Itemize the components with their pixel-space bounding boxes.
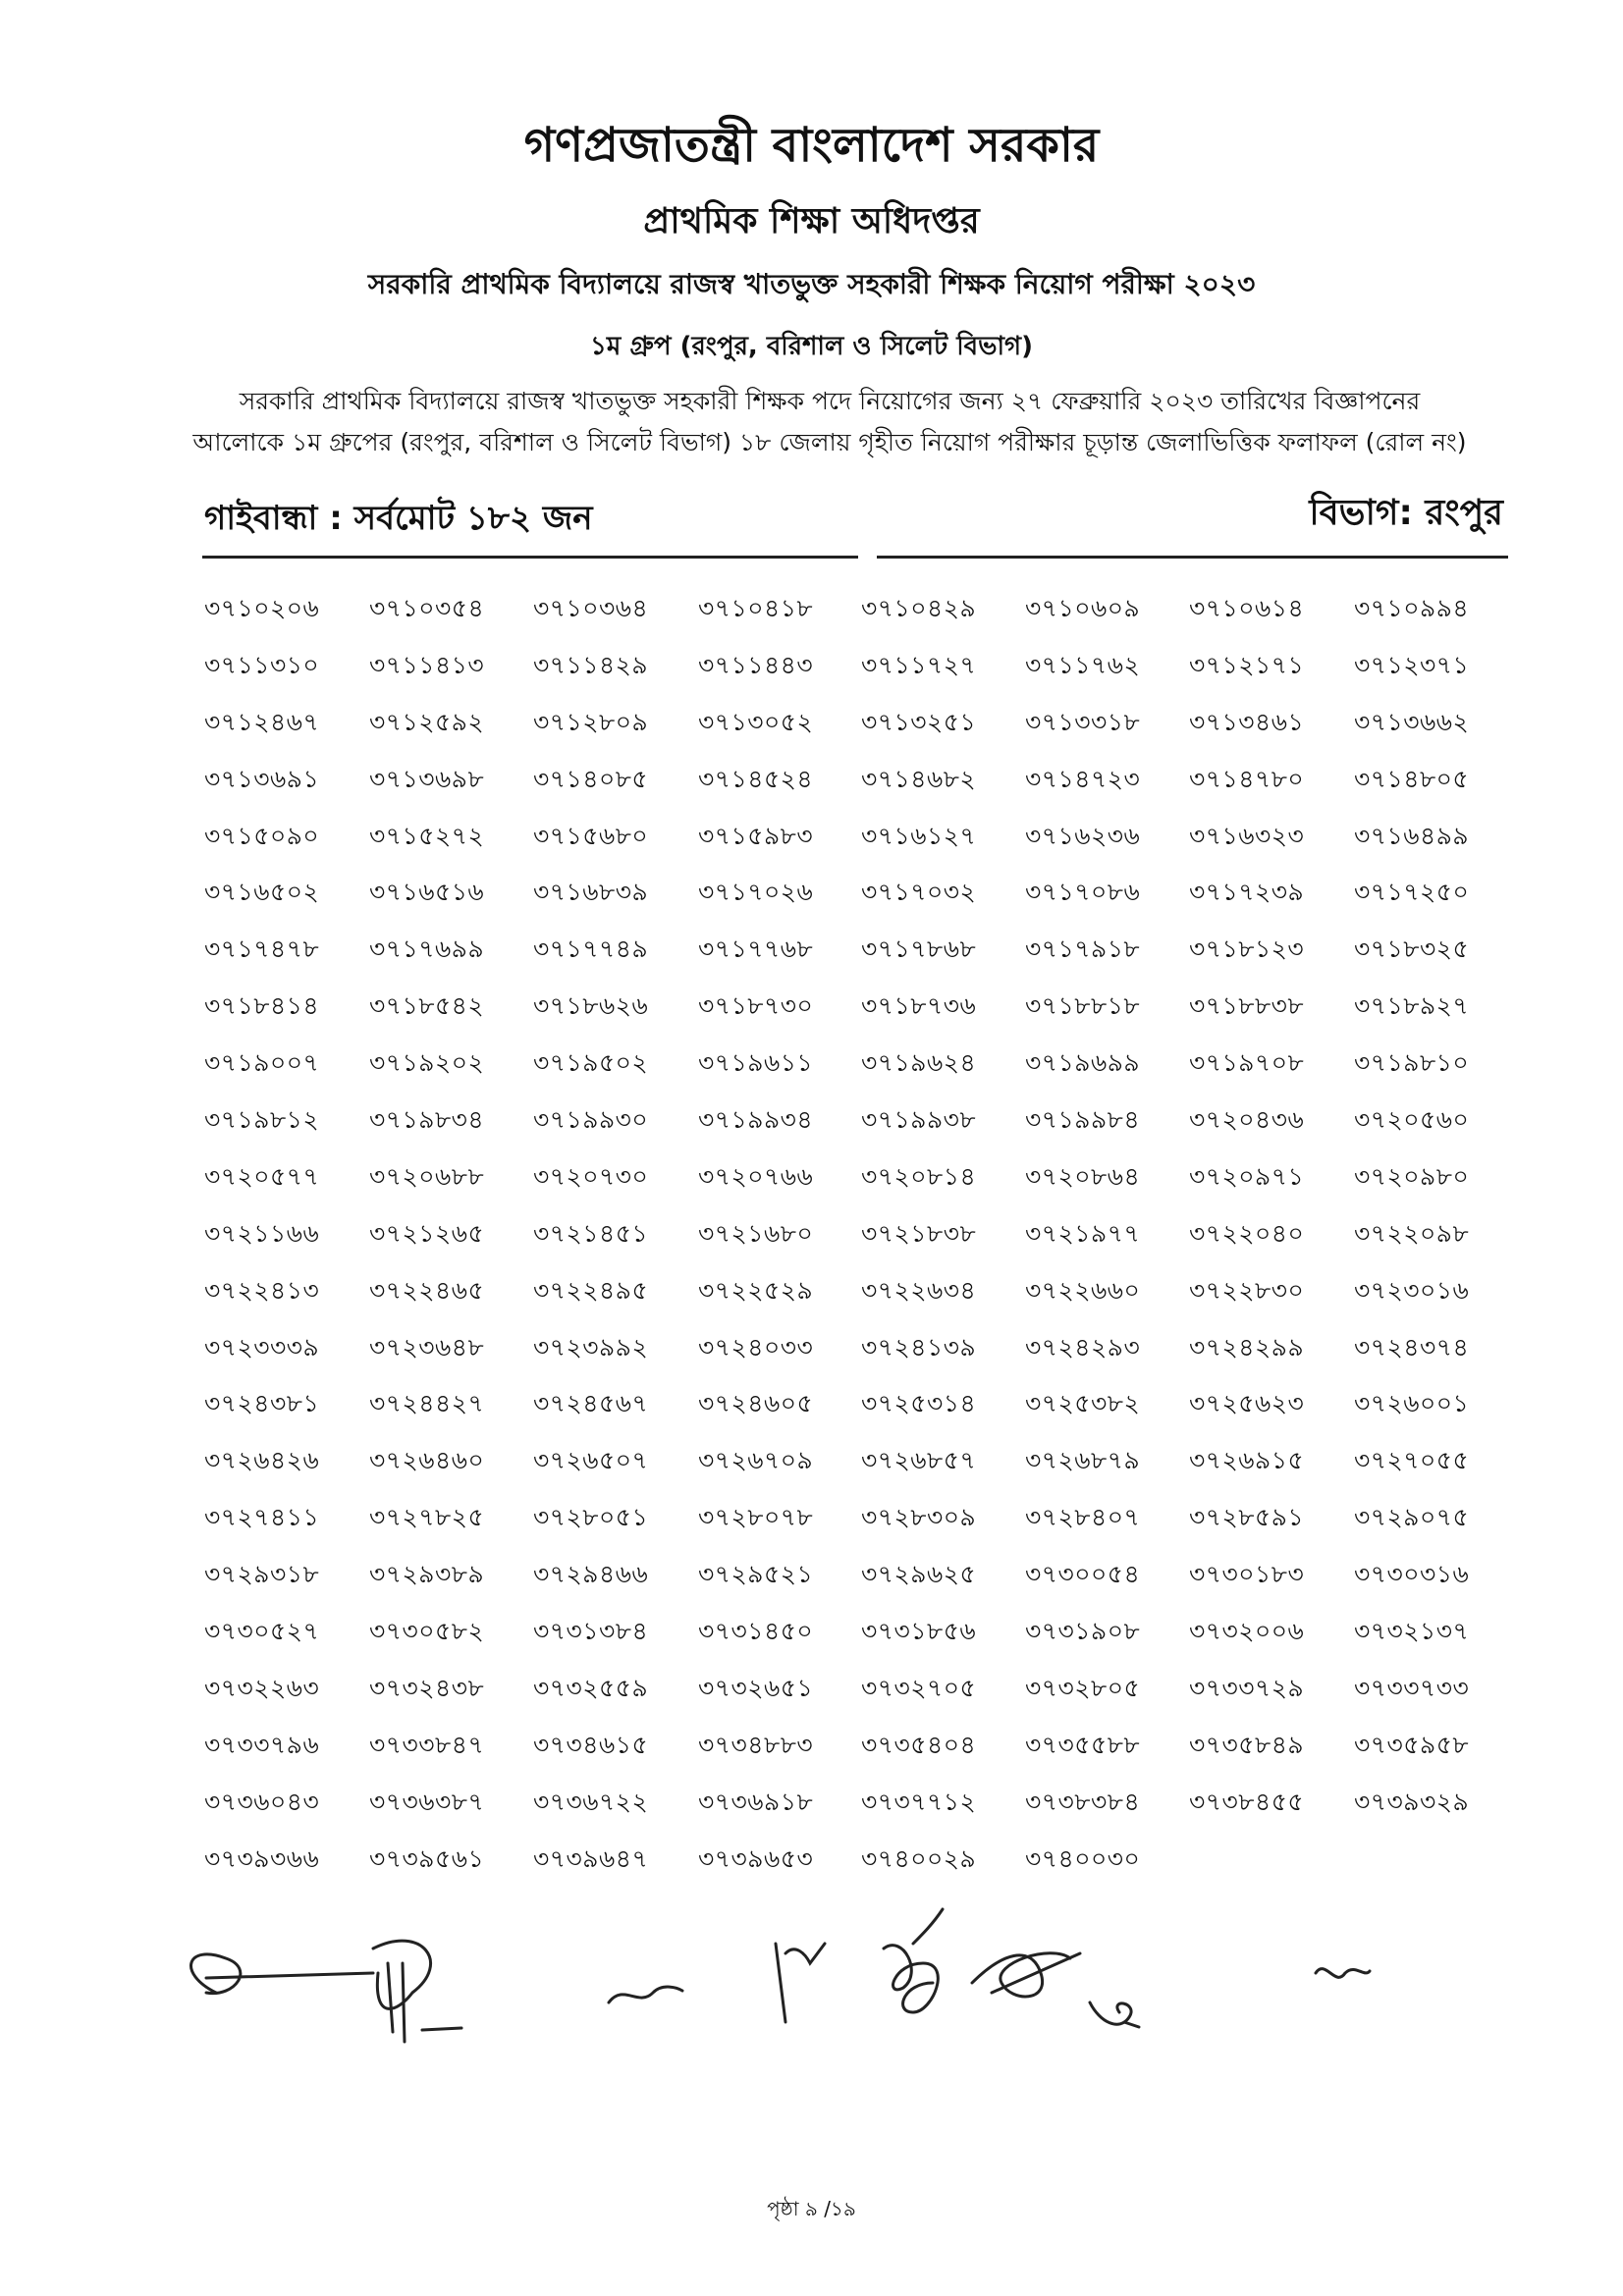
roll-number: ৩৭২২০৯৮	[1354, 1218, 1470, 1248]
roll-row	[204, 1214, 1520, 1271]
roll-number: ৩৭২৪৩৮১	[204, 1389, 320, 1418]
roll-number: ৩৭১৭৯১৮	[1025, 934, 1141, 964]
roll-row	[204, 589, 1520, 646]
signatures	[147, 1904, 1522, 2052]
roll-number: ৩৭৩০০৫৪	[1025, 1560, 1141, 1589]
roll-number: ৩৭৩২৮০৫	[1025, 1673, 1141, 1702]
division-label: বিভাগ: রংপুর	[1309, 493, 1503, 533]
roll-number: ৩৭৪০০৩০	[1025, 1843, 1141, 1873]
roll-number: ৩৭২৬৯১৫	[1189, 1446, 1305, 1475]
roll-number: ৩৭২০৯৭১	[1189, 1161, 1305, 1191]
roll-number: ৩৭৩১৯০৮	[1025, 1617, 1141, 1646]
roll-number: ৩৭১০৯৯৪	[1354, 594, 1470, 622]
roll-number: ৩৭১৬৫০২	[204, 878, 320, 907]
roll-number: ৩৭২১৮৩৮	[861, 1218, 977, 1248]
roll-number: ৩৭১০৪১৮	[698, 594, 814, 622]
roll-number: ৩৭৪০০২৯	[861, 1843, 977, 1873]
roll-number: ৩৭২৪৫৬৭	[533, 1389, 649, 1418]
page-number: পৃষ্ঠা ৯ /১৯	[767, 2197, 856, 2220]
roll-number: ৩৭৩৬০৪৩	[204, 1787, 320, 1816]
roll-number: ৩৭২৩০১৬	[1354, 1275, 1470, 1305]
roll-number: ৩৭৩৪৬১৫	[533, 1730, 649, 1759]
roll-number: ৩৭১৮৯২৭	[1354, 991, 1470, 1021]
roll-number: ৩৭২১২৬৫	[369, 1218, 485, 1248]
roll-number: ৩৭৩২৪৩৮	[369, 1673, 485, 1702]
roll-row	[204, 1612, 1520, 1669]
roll-row	[204, 1555, 1520, 1612]
roll-number: ৩৭১৮৪১৪	[204, 991, 320, 1021]
roll-number: ৩৭১০৩৬৪	[533, 594, 649, 622]
roll-number: ৩৭২১৯৭৭	[1025, 1218, 1141, 1248]
roll-number: ৩৭৩৩৭৯৬	[204, 1730, 320, 1759]
roll-number: ৩৭৩১৪৫০	[698, 1617, 814, 1646]
roll-number: ৩৭৩০৫২৭	[204, 1617, 320, 1646]
district-total: গাইবান্ধা : সর্বমোট ১৮২ জন	[204, 499, 593, 538]
roll-number: ৩৭১৯৭০৮	[1189, 1048, 1305, 1078]
roll-number: ৩৭২৭৮২৫	[369, 1503, 485, 1532]
roll-number: ৩৭২২৫২৯	[698, 1275, 814, 1305]
roll-number: ৩৭১৯৫০২	[533, 1048, 649, 1078]
roll-number: ৩৭১৯৬৯৯	[1025, 1048, 1141, 1078]
roll-number: ৩৭৩৯৩২৯	[1354, 1787, 1470, 1816]
roll-number: ৩৭১৭৪৭৮	[204, 934, 320, 964]
roll-number: ৩৭১৪৫২৪	[698, 764, 814, 793]
roll-number: ৩৭২০৫৬০	[1354, 1105, 1470, 1135]
roll-number: ৩৭১৭৭৬৮	[698, 934, 814, 964]
roll-number: ৩৭১৭০৮৬	[1025, 878, 1141, 907]
roll-row	[204, 873, 1520, 930]
roll-number: ৩৭১৯৮১২	[204, 1105, 320, 1135]
roll-number: ৩৭১১৪২৯	[533, 650, 649, 679]
roll-number: ৩৭১৮৮৩৮	[1189, 991, 1305, 1021]
roll-number: ৩৭৩৬৭২২	[533, 1787, 649, 1816]
roll-number: ৩৭৩৪৮৮৩	[698, 1730, 814, 1759]
divider-left	[202, 556, 858, 559]
roll-number: ৩৭১৭২৩৯	[1189, 878, 1305, 907]
roll-number: ৩৭১৩৪৬১	[1189, 707, 1305, 736]
roll-number: ৩৭২৮৪০৭	[1025, 1503, 1141, 1532]
exam-title: সরকারি প্রাথমিক বিদ্যালয়ে রাজস্ব খাতভুক্ত সহকারী শিক্ষক নিয়োগ পরীক্ষা ২০২৩	[367, 268, 1256, 300]
roll-row	[204, 1328, 1520, 1385]
roll-number: ৩৭২০৯৮০	[1354, 1161, 1470, 1191]
roll-number: ৩৭২৭০৫৫	[1354, 1446, 1470, 1475]
roll-row	[204, 1783, 1520, 1840]
directorate-title: প্রাথমিক শিক্ষা অধিদপ্তর	[643, 201, 980, 241]
roll-number: ৩৭২৯৪৬৬	[533, 1560, 649, 1589]
roll-row	[204, 703, 1520, 760]
roll-row	[204, 1043, 1520, 1100]
roll-number: ৩৭১৬৫১৬	[369, 878, 485, 907]
roll-number: ৩৭৩২৭০৫	[861, 1673, 977, 1702]
roll-number: ৩৭২১৬৮০	[698, 1218, 814, 1248]
roll-number: ৩৭১০৪২৯	[861, 594, 977, 622]
roll-number: ৩৭১২৫৯২	[369, 707, 485, 736]
roll-row	[204, 987, 1520, 1043]
notice-line-1: সরকারি প্রাথমিক বিদ্যালয়ে রাজস্ব খাতভুক্ত সহকারী শিক্ষক পদে নিয়োগের জন্য ২৭ ফেব্রুয়ারি ২০২৩ তারিখের বিজ্ঞাপনের	[239, 387, 1421, 415]
roll-number: ৩৭১৪০৮৫	[533, 764, 649, 793]
roll-number: ৩৭৩২১৩৭	[1354, 1617, 1470, 1646]
roll-number: ৩৭৩৯৬৪৭	[533, 1843, 649, 1873]
roll-number: ৩৭৩২০০৬	[1189, 1617, 1305, 1646]
roll-number: ৩৭১৮৮১৮	[1025, 991, 1141, 1021]
roll-number: ৩৭১৬২৩৬	[1025, 821, 1141, 850]
roll-number: ৩৭১৮১২৩	[1189, 934, 1305, 964]
group-title: ১ম গ্রুপ (রংপুর, বরিশাল ও সিলেট বিভাগ)	[590, 332, 1033, 361]
roll-number: ৩৭১৯৬১১	[698, 1048, 814, 1078]
roll-number: ৩৭১০২০৬	[204, 594, 320, 622]
roll-number: ৩৭১৬৪৯৯	[1354, 821, 1470, 850]
roll-row	[204, 1157, 1520, 1214]
roll-number: ৩৭২৭৪১১	[204, 1503, 320, 1532]
roll-number: ৩৭১১৪১৩	[369, 650, 485, 679]
roll-number: ৩৭১০৬১৪	[1189, 594, 1305, 622]
roll-number: ৩৭২৯৩৮৯	[369, 1560, 485, 1589]
roll-number: ৩৭২৪২৯৯	[1189, 1332, 1305, 1362]
roll-number: ৩৭১৭৬৯৯	[369, 934, 485, 964]
roll-number: ৩৭৩২৫৫৯	[533, 1673, 649, 1702]
roll-number: ৩৭২৩৯৯২	[533, 1332, 649, 1362]
roll-number: ৩৭৩৫৪০৪	[861, 1730, 977, 1759]
roll-number: ৩৭১২৩৭১	[1354, 650, 1470, 679]
roll-number: ৩৭৩১৮৫৬	[861, 1617, 977, 1646]
roll-number: ৩৭২৬৪৬০	[369, 1446, 485, 1475]
roll-number: ৩৭১৯০০৭	[204, 1048, 320, 1078]
roll-number: ৩৭১৮৭৩০	[698, 991, 814, 1021]
roll-number: ৩৭১৪৭৮০	[1189, 764, 1305, 793]
roll-number: ৩৭২২৬৩৪	[861, 1275, 977, 1305]
roll-number: ৩৭২৫৩১৪	[861, 1389, 977, 1418]
roll-number: ৩৭১৯৮১০	[1354, 1048, 1470, 1078]
roll-row	[204, 1840, 1520, 1896]
roll-row	[204, 1100, 1520, 1157]
roll-number: ৩৭৩৭৭১২	[861, 1787, 977, 1816]
notice-line-2: আলোকে ১ম গ্রুপের (রংপুর, বরিশাল ও সিলেট বিভাগ) ১৮ জেলায় গৃহীত নিয়োগ পরীক্ষার চূড়ান্ত জেলাভিত্তিক ফলাফল (রোল নং)	[192, 428, 1467, 456]
roll-number: ৩৭২৬৮৭৯	[1025, 1446, 1141, 1475]
roll-number: ৩৭২৬৭০৯	[698, 1446, 814, 1475]
roll-number: ৩৭৩২৬৫১	[698, 1673, 814, 1702]
roll-number: ৩৭২০৮৬৪	[1025, 1161, 1141, 1191]
roll-number: ৩৭৩৩৭৩৩	[1354, 1673, 1470, 1702]
roll-row	[204, 646, 1520, 703]
roll-number: ৩৭১৪৮০৫	[1354, 764, 1470, 793]
government-title: গণপ্রজাতন্ত্রী বাংলাদেশ সরকার	[523, 118, 1100, 173]
roll-row	[204, 1384, 1520, 1441]
roll-number: ৩৭১৬৮৩৯	[533, 878, 649, 907]
roll-number: ৩৭৩১৩৮৪	[533, 1617, 649, 1646]
roll-number: ৩৭১৩২৫১	[861, 707, 977, 736]
roll-number: ৩৭১১৩১০	[204, 650, 320, 679]
roll-row	[204, 817, 1520, 874]
roll-number: ৩৭২৪৪২৭	[369, 1389, 485, 1418]
roll-number: ৩৭২২৪৬৫	[369, 1275, 485, 1305]
roll-number: ৩৭৩০৫৮২	[369, 1617, 485, 1646]
roll-number: ৩৭৩৫৮৪৯	[1189, 1730, 1305, 1759]
roll-number: ৩৭১৭২৫০	[1354, 878, 1470, 907]
roll-number: ৩৭২০৬৮৮	[369, 1161, 485, 1191]
roll-number: ৩৭১৭৮৬৮	[861, 934, 977, 964]
roll-number: ৩৭২৮০৭৮	[698, 1503, 814, 1532]
roll-number: ৩৭১৩৬৬২	[1354, 707, 1470, 736]
roll-number-grid	[204, 589, 1520, 1896]
roll-number: ৩৭২৬৪২৬	[204, 1446, 320, 1475]
roll-row	[204, 1441, 1520, 1498]
divider-right	[877, 556, 1508, 559]
roll-number: ৩৭৩৮৩৮৪	[1025, 1787, 1141, 1816]
roll-number: ৩৭২৯৩১৮	[204, 1560, 320, 1589]
roll-number: ৩৭১০৬০৯	[1025, 594, 1141, 622]
roll-number: ৩৭১৩০৫২	[698, 707, 814, 736]
roll-number: ৩৭৩৬৯১৮	[698, 1787, 814, 1816]
roll-number: ৩৭৩৫৫৮৮	[1025, 1730, 1141, 1759]
roll-number: ৩৭১৯৯৩০	[533, 1105, 649, 1135]
roll-number: ৩৭২৮৩০৯	[861, 1503, 977, 1532]
roll-number: ৩৭১২৮০৯	[533, 707, 649, 736]
roll-number: ৩৭১৯৯৮৪	[1025, 1105, 1141, 1135]
roll-number: ৩৭৩৯৫৬১	[369, 1843, 485, 1873]
roll-number: ৩৭১৭০২৬	[698, 878, 814, 907]
roll-row	[204, 1271, 1520, 1328]
roll-number: ৩৭১৫০৯০	[204, 821, 320, 850]
roll-number: ৩৭২২৪৯৫	[533, 1275, 649, 1305]
roll-number: ৩৭১২১৭১	[1189, 650, 1305, 679]
roll-row	[204, 1669, 1520, 1726]
roll-number: ৩৭১৮৬২৬	[533, 991, 649, 1021]
roll-number: ৩৭২১১৬৬	[204, 1218, 320, 1248]
roll-number: ৩৭২২৬৬০	[1025, 1275, 1141, 1305]
roll-number: ৩৭২৯৫২১	[698, 1560, 814, 1589]
roll-number: ৩৭২২০৪০	[1189, 1218, 1305, 1248]
roll-number: ৩৭১৯৯৩৪	[698, 1105, 814, 1135]
roll-number: ৩৭১৯২০২	[369, 1048, 485, 1078]
roll-row	[204, 1498, 1520, 1555]
roll-row	[204, 930, 1520, 987]
roll-number: ৩৭২৫৬২৩	[1189, 1389, 1305, 1418]
roll-number: ৩৭৩৮৪৫৫	[1189, 1787, 1305, 1816]
roll-number: ৩৭১৬১২৭	[861, 821, 977, 850]
roll-number: ৩৭১১৭৬২	[1025, 650, 1141, 679]
roll-number: ৩৭১৬৩২৩	[1189, 821, 1305, 850]
roll-number: ৩৭৩০৩১৬	[1354, 1560, 1470, 1589]
roll-number: ৩৭১৭৭৪৯	[533, 934, 649, 964]
roll-number: ৩৭২৪০৩৩	[698, 1332, 814, 1362]
roll-number: ৩৭৩২২৬৩	[204, 1673, 320, 1702]
roll-number: ৩৭২৯০৭৫	[1354, 1503, 1470, 1532]
roll-number: ৩৭২৬৫০৭	[533, 1446, 649, 1475]
roll-number: ৩৭১০৩৫৪	[369, 594, 485, 622]
roll-number: ৩৭২৪২৯৩	[1025, 1332, 1141, 1362]
roll-number: ৩৭২৬৮৫৭	[861, 1446, 977, 1475]
roll-number: ৩৭২৮৫৯১	[1189, 1503, 1305, 1532]
roll-number: ৩৭৩৩৭২৯	[1189, 1673, 1305, 1702]
roll-number: ৩৭২৫৩৮২	[1025, 1389, 1141, 1418]
roll-number: ৩৭১১৪৪৩	[698, 650, 814, 679]
roll-number: ৩৭১৮৫৪২	[369, 991, 485, 1021]
roll-number: ৩৭২০৭৩০	[533, 1161, 649, 1191]
roll-number: ৩৭৩৯৬৫৩	[698, 1843, 814, 1873]
roll-number: ৩৭২৬০০১	[1354, 1389, 1470, 1418]
roll-number: ৩৭২৩৩৩৯	[204, 1332, 320, 1362]
roll-number: ৩৭২০৫৭৭	[204, 1161, 320, 1191]
roll-row	[204, 1726, 1520, 1783]
notice-paragraph	[177, 381, 1483, 463]
roll-number: ৩৭২০৪৩৬	[1189, 1105, 1305, 1135]
roll-number: ৩৭১৩৬৯৮	[369, 764, 485, 793]
roll-number: ৩৭২০৮১৪	[861, 1161, 977, 1191]
roll-number: ৩৭১৩৬৯১	[204, 764, 320, 793]
roll-number: ৩৭১৫৬৮০	[533, 821, 649, 850]
roll-number: ৩৭৩০১৮৩	[1189, 1560, 1305, 1589]
roll-number: ৩৭৩৩৮৪৭	[369, 1730, 485, 1759]
roll-number: ৩৭১২৪৬৭	[204, 707, 320, 736]
roll-number: ৩৭১৭০৩২	[861, 878, 977, 907]
roll-number: ৩৭১৯৮৩৪	[369, 1105, 485, 1135]
roll-number: ৩৭১৪৭২৩	[1025, 764, 1141, 793]
roll-number: ৩৭২১৪৫১	[533, 1218, 649, 1248]
roll-number: ৩৭২৩৬৪৮	[369, 1332, 485, 1362]
roll-number: ৩৭১৮৩২৫	[1354, 934, 1470, 964]
roll-number: ৩৭১৮৭৩৬	[861, 991, 977, 1021]
roll-row	[204, 760, 1520, 817]
roll-number: ৩৭২২৮৩০	[1189, 1275, 1305, 1305]
roll-number: ৩৭৩৫৯৫৮	[1354, 1730, 1470, 1759]
roll-number: ৩৭১৯৬২৪	[861, 1048, 977, 1078]
roll-number: ৩৭২০৭৬৬	[698, 1161, 814, 1191]
roll-number: ৩৭১৪৬৮২	[861, 764, 977, 793]
roll-number: ৩৭১১৭২৭	[861, 650, 977, 679]
roll-number: ৩৭২৮০৫১	[533, 1503, 649, 1532]
roll-number: ৩৭৩৬৩৮৭	[369, 1787, 485, 1816]
roll-number: ৩৭২৪৩৭৪	[1354, 1332, 1470, 1362]
roll-number: ৩৭৩৯৩৬৬	[204, 1843, 320, 1873]
roll-number: ৩৭১৫২৭২	[369, 821, 485, 850]
roll-number: ৩৭১৩৩১৮	[1025, 707, 1141, 736]
roll-number: ৩৭২৯৬২৫	[861, 1560, 977, 1589]
roll-number: ৩৭২৪১৩৯	[861, 1332, 977, 1362]
roll-number: ৩৭২৪৬০৫	[698, 1389, 814, 1418]
roll-number: ৩৭২২৪১৩	[204, 1275, 320, 1305]
roll-number: ৩৭১৯৯৩৮	[861, 1105, 977, 1135]
roll-number: ৩৭১৫৯৮৩	[698, 821, 814, 850]
